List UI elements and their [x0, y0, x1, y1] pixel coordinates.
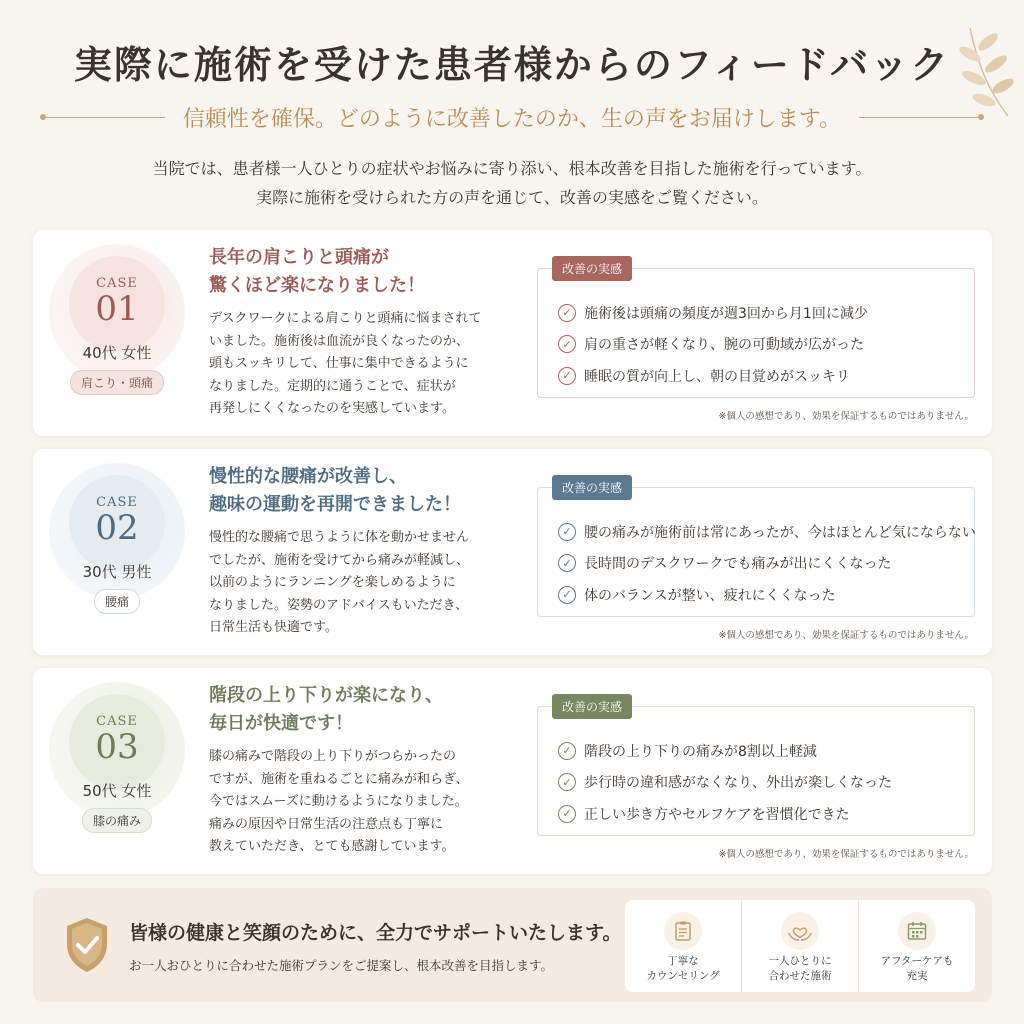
support-text: お一人おひとりに合わせた施術プランをご提案し、根本改善を目指します。 — [129, 958, 554, 973]
intro-line-2: 実際に施術を受けられた方の声を通じて、改善の実感をご覧ください。 — [256, 188, 768, 207]
patient-profile: 30代 男性 — [82, 563, 152, 581]
check-circle-icon: ✓ — [558, 586, 576, 604]
case-title: 階段の上り下りが楽になり、 毎日が快適です！ — [209, 685, 443, 734]
feature-label: アフターケアも 充実 — [880, 955, 954, 982]
case-body: 慢性的な腰痛で思うように体を動かせません でしたが、施術を受けてから痛みが軽減し、 以前のようにランニングを楽しめるように なりました。姿勢のアドバイスもいただき、 日常生活も快適です。 — [209, 530, 470, 635]
improvement-text: 肩の重さが軽くなり、腕の可動域が広がった — [584, 337, 864, 354]
disclaimer-note: ※個人の感想であり、効果を保証するものではありません。 — [718, 630, 974, 641]
improvement-text: 歩行時の違和感がなくなり、外出が楽しくなった — [584, 775, 892, 792]
improvement-item — [558, 360, 964, 392]
check-circle-icon: ✓ — [558, 773, 576, 791]
decorative-line — [40, 117, 165, 118]
improvement-label: 改善の実感 — [552, 256, 632, 281]
case-title: 長年の肩こりと頭痛が 驚くほど楽になりました！ — [209, 247, 425, 296]
check-circle-icon: ✓ — [558, 335, 576, 353]
case-number: 02 — [95, 508, 139, 548]
symptom-tag: 肩こり・頭痛 — [70, 370, 164, 395]
case-card-01 — [33, 230, 992, 436]
shield-check-icon — [63, 916, 111, 974]
patient-profile: 40代 女性 — [82, 344, 152, 362]
improvement-text: 腰の痛みが施術前は常にあったが、今はほとんど気にならない — [584, 524, 976, 541]
heart-hands-icon — [787, 919, 813, 943]
clipboard-icon — [671, 919, 695, 943]
feature-item-aftercare — [858, 900, 975, 992]
case-card-02 — [33, 449, 992, 655]
symptom-tag: 膝の痛み — [82, 808, 152, 833]
case-body: 膝の痛みで階段の上り下りがつらかったの ですが、施術を重ねるごとに痛みが和らぎ、 今ではスムーズに動けるようになりました。 痛みの原因や日常生活の注意点も丁寧に 教えていただき、とても感謝しています。 — [209, 749, 469, 854]
improvement-text: 長時間のデスクワークでも痛みが出にくくなった — [584, 556, 892, 573]
intro-line-1: 当院では、患者様一人ひとりの症状やお悩みに寄り添い、根本改善を目指した施術を行っています。 — [152, 159, 872, 178]
decorative-line — [859, 117, 984, 118]
improvement-text: 階段の上り下りの痛みが8割以上軽減 — [584, 743, 817, 760]
improvement-box — [537, 262, 975, 398]
improvement-list — [558, 735, 964, 830]
case-card-03 — [33, 668, 992, 874]
check-circle-icon: ✓ — [558, 805, 576, 823]
case-body: デスクワークによる肩こりと頭痛に悩まされて いました。施術後は血流が良くなったのか、 頭もスッキリして、仕事に集中できるように なりました。定期的に通うことで、症状が 再発しにくくなったのを実感しています。 — [209, 311, 482, 416]
case-label: CASE — [96, 714, 138, 729]
check-circle-icon: ✓ — [558, 742, 576, 760]
page-subtitle: 信頼性を確保。どのように改善したのか、生の声をお届けします。 — [182, 106, 842, 132]
feature-item-counseling — [625, 900, 741, 992]
improvement-item — [558, 579, 964, 611]
disclaimer-note: ※個人の感想であり、効果を保証するものではありません。 — [718, 411, 974, 422]
disclaimer-note: ※個人の感想であり、効果を保証するものではありません。 — [718, 849, 974, 860]
improvement-list — [558, 516, 976, 611]
page-title: 実際に施術を受けた患者様からのフィードバック — [73, 42, 951, 87]
symptom-tag: 腰痛 — [94, 589, 140, 614]
patient-profile: 50代 女性 — [82, 782, 152, 800]
case-label: CASE — [96, 276, 138, 291]
intro-text — [0, 154, 1024, 212]
case-number: 03 — [95, 727, 139, 767]
check-circle-icon: ✓ — [558, 523, 576, 541]
calendar-icon — [905, 919, 929, 943]
check-circle-icon: ✓ — [558, 304, 576, 322]
improvement-text: 施術後は頭痛の頻度が週3回から月1回に減少 — [584, 305, 868, 322]
improvement-list — [558, 297, 964, 392]
improvement-item — [558, 735, 964, 767]
improvement-item — [558, 767, 964, 799]
improvement-box — [537, 700, 975, 836]
improvement-text: 睡眠の質が向上し、朝の目覚めがスッキリ — [584, 368, 850, 385]
improvement-box — [537, 481, 976, 617]
feature-list — [625, 900, 975, 992]
improvement-item — [558, 798, 964, 830]
improvement-item — [558, 297, 964, 329]
case-title: 慢性的な腰痛が改善し、 趣味の運動を再開できました！ — [209, 466, 461, 515]
subtitle-row — [40, 100, 984, 134]
feature-label: 一人ひとりに 合わせた施術 — [768, 955, 832, 982]
support-title: 皆様の健康と笑顔のために、全力でサポートいたします。 — [129, 922, 622, 944]
case-label: CASE — [96, 495, 138, 510]
feature-item-custom-treatment — [741, 900, 858, 992]
improvement-item — [558, 329, 964, 361]
support-banner — [33, 888, 992, 1002]
improvement-label: 改善の実感 — [552, 475, 632, 500]
improvement-label: 改善の実感 — [552, 694, 632, 719]
improvement-item — [558, 516, 976, 548]
feature-label: 丁寧な カウンセリング — [646, 955, 720, 982]
case-number: 01 — [95, 289, 139, 329]
improvement-item — [558, 548, 964, 580]
improvement-text: 体のバランスが整い、疲れにくくなった — [584, 587, 836, 604]
improvement-text: 正しい歩き方やセルフケアを習慣化できた — [584, 806, 850, 823]
check-circle-icon: ✓ — [558, 367, 576, 385]
check-circle-icon: ✓ — [558, 554, 576, 572]
